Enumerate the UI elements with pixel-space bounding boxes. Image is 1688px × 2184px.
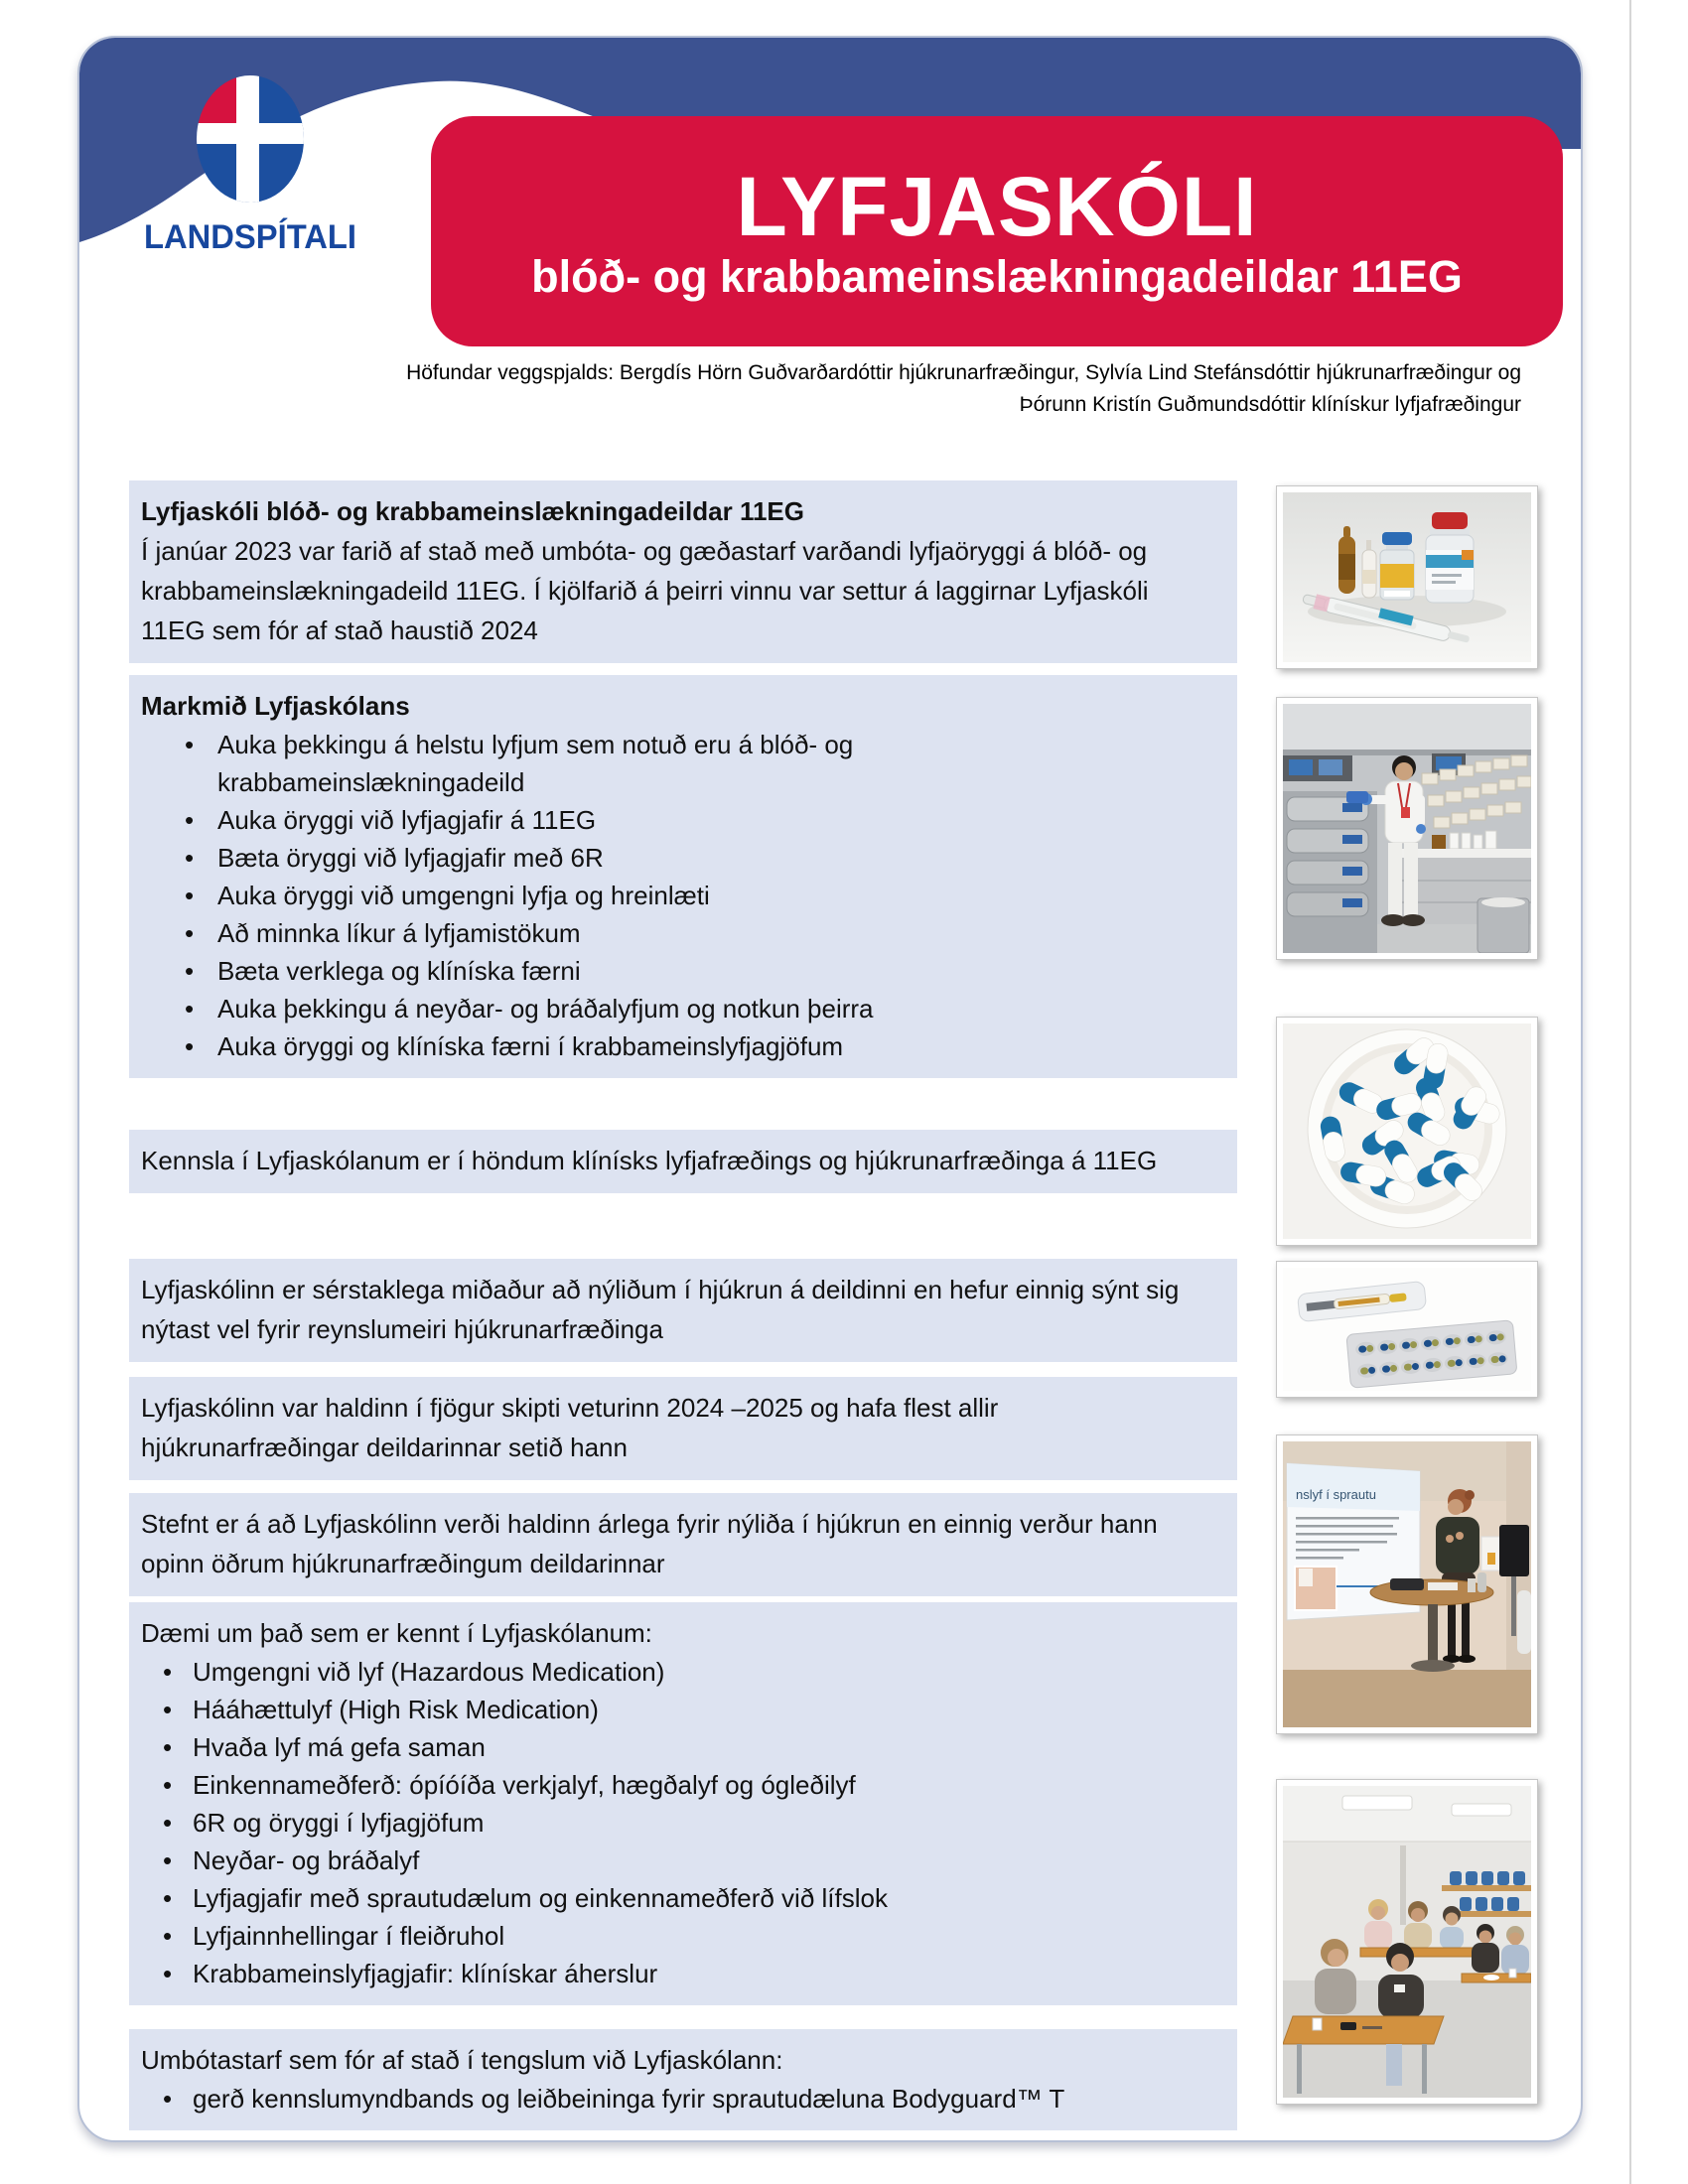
- section-intro-heading: Lyfjaskóli blóð- og krabbameinslækningadeildar 11EG: [141, 496, 804, 526]
- photo-capsules-cup: [1276, 1017, 1538, 1246]
- section-intro: [129, 480, 1237, 663]
- list-item: • Umgengni við lyf (Hazardous Medication): [141, 1653, 1225, 1691]
- list-item: • Einkennameðferð: ópíóíða verkjalyf, hægðalyf og ógleðilyf: [141, 1766, 1225, 1804]
- improvements-list: [141, 2080, 1225, 2117]
- photo-medication-room-nurse: [1276, 697, 1538, 960]
- title-banner: [431, 116, 1563, 346]
- list-item: • Auka öryggi við umgengni lyfja og hreinlæti: [141, 877, 1111, 914]
- list-item: • Neyðar- og bráðalyf: [141, 1842, 1225, 1879]
- section-frequency: [129, 1377, 1237, 1480]
- section-frequency-body: Lyfjaskólinn var haldinn í fjögur skipti veturinn 2024 –2025 og hafa flest allir hjúkrunarfræðingar deildarinnar setið hann: [141, 1393, 999, 1462]
- list-item: • Auka þekkingu á helstu lyfjum sem notuð eru á blóð- og krabbameinslækningadeild: [141, 726, 1111, 801]
- photo-lecture-presenter: [1276, 1434, 1538, 1734]
- landspitali-logo-icon: [141, 68, 361, 206]
- list-item: • Lyfjagjafir með sprautudælum og einkennameðferð við lífslok: [141, 1879, 1225, 1917]
- photo-medication-vials: [1276, 485, 1538, 669]
- list-item: • Lyfjainnhellingar í fleiðruhol: [141, 1917, 1225, 1955]
- logo-wordmark: LANDSPÍTALI: [144, 218, 356, 256]
- list-item: • Hvaða lyf má gefa saman: [141, 1728, 1225, 1766]
- list-item: • Bæta öryggi við lyfjagjafir með 6R: [141, 839, 1111, 877]
- section-goals-heading: Markmið Lyfjaskólans: [141, 691, 410, 721]
- list-item: • gerð kennslumyndbands og leiðbeininga fyrir sprautudæluna Bodyguard™ T: [141, 2080, 1225, 2117]
- list-item: • Hááhættulyf (High Risk Medication): [141, 1691, 1225, 1728]
- poster-card: [77, 36, 1583, 2142]
- poster-title: LYFJASKÓLI: [736, 159, 1258, 253]
- list-item: • Auka öryggi við lyfjagjafir á 11EG: [141, 801, 1111, 839]
- list-item: • Bæta verklega og klíníska færni: [141, 952, 1111, 990]
- slide-title: nslyf í sprautu: [1296, 1487, 1376, 1502]
- list-item: • Auka þekkingu á neyðar- og bráðalyfjum og notkun þeirra: [141, 990, 1111, 1027]
- section-teaching-body: Kennsla í Lyfjaskólanum er í höndum klínísks lyfjafræðings og hjúkrunarfræðinga á 11EG: [141, 1146, 1158, 1175]
- section-examples: [129, 1602, 1237, 2005]
- poster-subtitle: blóð- og krabbameinslækningadeildar 11EG: [531, 250, 1463, 302]
- section-improvements-heading: Umbótastarf sem fór af stað í tengslum við Lyfjaskólann:: [141, 2045, 783, 2075]
- section-intro-body: Í janúar 2023 var farið af stað með umbóta- og gæðastarf varðandi lyfjaöryggi á blóð- og krabbameinslækningadeild 11EG. Í kjölfarið á þeirri vinnu var settur á laggirnar Lyfjaskóli 11EG sem fór af stað haustið 2024: [141, 536, 1149, 645]
- section-future-body: Stefnt er á að Lyfjaskólinn verði haldinn árlega fyrir nýliða í hjúkrun en einnig verður hann opinn öðrum hjúkrunarfræðingum deildarinnar: [141, 1509, 1158, 1578]
- landspitali-logo: [141, 68, 361, 266]
- photo-classroom-attendees: [1276, 1779, 1538, 2105]
- list-item: • Að minnka líkur á lyfjamistökum: [141, 914, 1111, 952]
- photo-syringe-blister-pack: [1276, 1261, 1538, 1398]
- goals-list: [141, 726, 1225, 1065]
- section-teaching: [129, 1130, 1237, 1193]
- list-item: • 6R og öryggi í lyfjagjöfum: [141, 1804, 1225, 1842]
- list-item: • Auka öryggi og klíníska færni í krabbameinslyfjagjöfum: [141, 1027, 1111, 1065]
- section-improvements: [129, 2029, 1237, 2130]
- section-audience: [129, 1259, 1237, 1362]
- section-examples-heading: Dæmi um það sem er kennt í Lyfjaskólanum:: [141, 1618, 652, 1648]
- examples-list: [141, 1653, 1225, 1992]
- list-item: • Krabbameinslyfjagjafir: klínískar áherslur: [141, 1955, 1225, 1992]
- authors-credit: [406, 357, 1521, 421]
- section-future: [129, 1493, 1237, 1596]
- authors-line-2: Þórunn Kristín Guðmundsdóttir klínískur lyfjafræðingur: [1019, 393, 1521, 416]
- section-goals: [129, 675, 1237, 1078]
- section-audience-body: Lyfjaskólinn er sérstaklega miðaður að nýliðum í hjúkrun á deildinni en hefur einnig sýnt sig nýtast vel fyrir reynslumeiri hjúkrunarfræðinga: [141, 1275, 1180, 1344]
- page-edge-line: [1629, 0, 1631, 2184]
- authors-line-1: Höfundar veggspjalds: Bergdís Hörn Guðvarðardóttir hjúkrunarfræðingur, Sylvía Lind Stefánsdóttir hjúkrunarfræðingur og: [406, 361, 1521, 384]
